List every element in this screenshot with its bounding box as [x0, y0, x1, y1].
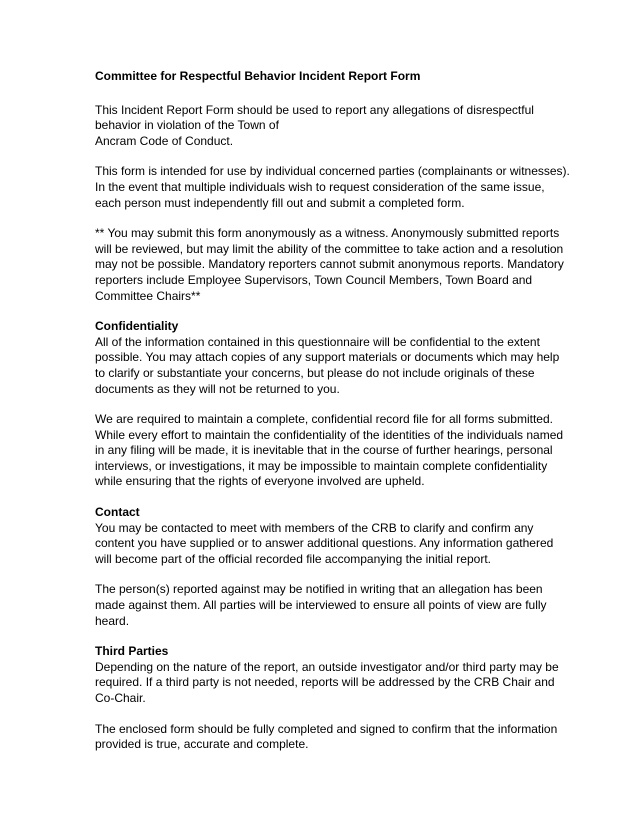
- paragraph-line: interviews, or investigations, it may be impossible to maintain complete confidentiality: [95, 458, 548, 473]
- paragraph-line: All of the information contained in this questionnaire will be confidential to the extent: [95, 334, 540, 349]
- document-page: [95, 69, 570, 768]
- paragraph-line: while ensuring that the rights of everyone involved are upheld.: [95, 474, 425, 489]
- paragraph-line: ** You may submit this form anonymously as a witness. Anonymously submitted reports: [95, 226, 560, 241]
- paragraph-line: Co-Chair.: [95, 691, 146, 705]
- paragraph-line: You may be contacted to meet with members of the CRB to clarify and confirm any: [95, 520, 534, 535]
- paragraph-line: While every effort to maintain the confidentiality of the identities of the individuals named: [95, 427, 564, 442]
- purpose-paragraph: [95, 164, 570, 211]
- intro-paragraph: [95, 103, 565, 150]
- paragraph-line: possible. You may attach copies of any support materials or documents which may help: [95, 350, 560, 365]
- paragraph-line: documents as they will not be returned to you.: [95, 381, 340, 396]
- paragraph-line: will be reviewed, but may limit the ability of the committee to take action and a resolution: [95, 241, 564, 256]
- third-parties-paragraph-1: [95, 660, 565, 707]
- confidentiality-heading: Confidentiality: [95, 319, 179, 334]
- paragraph-line: will become part of the official recorded file accompanying the initial report.: [95, 551, 491, 566]
- paragraph-line: The enclosed form should be fully completed and signed to confirm that the information: [95, 721, 558, 736]
- paragraph-line: This form is intended for use by individual concerned parties (complainants or witnesses).: [95, 164, 570, 179]
- contact-heading: Contact: [95, 505, 140, 520]
- paragraph-line: may not be possible. Mandatory reporters cannot submit anonymous reports. Mandatory: [95, 257, 564, 272]
- contact-paragraph-1: [95, 521, 565, 568]
- paragraph-line: We are required to maintain a complete, confidential record file for all forms submitted.: [95, 412, 553, 427]
- paragraph-line: to clarify or substantiate your concerns, but please do not include originals of these: [95, 365, 535, 380]
- paragraph-line: In the event that multiple individuals wish to request consideration of the same issue,: [95, 179, 545, 194]
- paragraph-line: This Incident Report Form should be used to report any allegations of disrespectful: [95, 102, 534, 117]
- paragraph-line: content you have supplied or to answer additional questions. Any information gathered: [95, 536, 554, 551]
- contact-paragraph-2: [95, 582, 565, 629]
- third-parties-paragraph-2: [95, 722, 565, 753]
- confidentiality-paragraph-2: [95, 412, 565, 490]
- paragraph-line: provided is true, accurate and complete.: [95, 737, 309, 752]
- paragraph-line: Ancram Code of Conduct.: [95, 133, 234, 148]
- anonymous-note-paragraph: [95, 226, 565, 304]
- paragraph-line: required. If a third party is not needed, reports will be addressed by the CRB Chair and: [95, 675, 555, 690]
- paragraph-line: made against them. All parties will be interviewed to ensure all points of view are fully: [95, 598, 547, 613]
- paragraph-line: Depending on the nature of the report, an outside investigator and/or third party may be: [95, 659, 559, 674]
- paragraph-line: in any filing will be made, it is inevitable that in the course of further hearings, personal: [95, 443, 553, 458]
- paragraph-line: reporters include Employee Supervisors, Town Council Members, Town Board and: [95, 272, 533, 287]
- third-parties-heading: Third Parties: [95, 644, 169, 659]
- paragraph-line: The person(s) reported against may be notified in writing that an allegation has been: [95, 582, 543, 597]
- confidentiality-paragraph-1: [95, 335, 565, 397]
- document-title: Committee for Respectful Behavior Incident Report Form: [95, 69, 421, 83]
- paragraph-line: heard.: [95, 613, 130, 628]
- paragraph-line: behavior in violation of the Town of: [95, 118, 279, 133]
- paragraph-line: Committee Chairs**: [95, 288, 201, 303]
- paragraph-line: each person must independently fill out and submit a completed form.: [95, 195, 465, 210]
